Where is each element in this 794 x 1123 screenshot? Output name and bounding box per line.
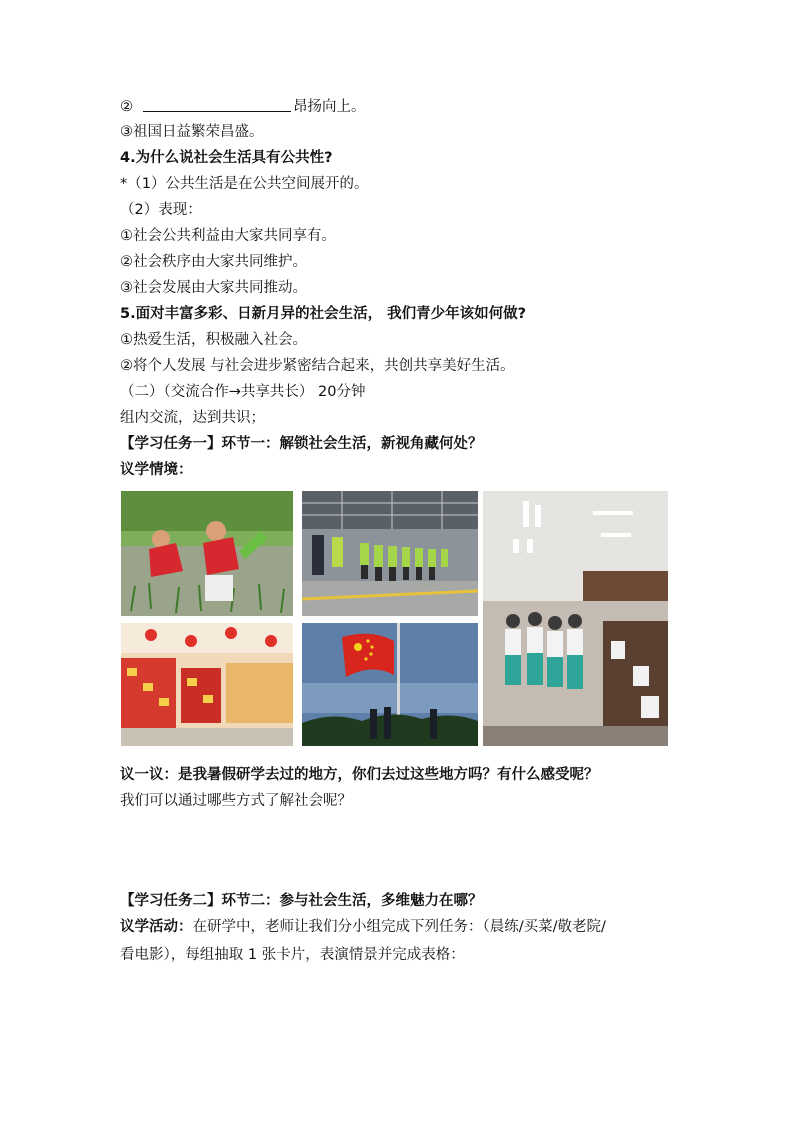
answer-4-2-b: ②社会秩序由大家共同维护。 <box>120 254 307 270</box>
discuss-prompt: 议一议：是我暑假研学去过的地方，你们去过这些地方吗？有什么感受呢？ <box>120 767 599 783</box>
question-5: 5.面对丰富多彩、日新月异的社会生活， 我们青少年该如何做? <box>120 306 527 322</box>
activity-line-2: 看电影），每组抽取 1 张卡片，表演情景并完成表格： <box>120 947 465 963</box>
answer-line-2 <box>120 96 366 117</box>
bullet-2: ② <box>120 99 133 115</box>
group-discussion: 组内交流，达到共识； <box>120 410 265 426</box>
answer-5-2: ②将个人发展 与社会进步紧密结合起来，共创共享美好生活。 <box>120 358 515 374</box>
activity-label: 议学活动： <box>120 919 193 935</box>
photo-supermarket <box>121 623 293 746</box>
section-heading: （二）（交流合作→共享共长） 20分钟 <box>120 384 366 400</box>
answer-4-2-c: ③社会发展由大家共同推动。 <box>120 280 307 296</box>
fill-in-blank[interactable] <box>143 96 291 112</box>
answer-4-1: *（1）公共生活是在公共空间展开的。 <box>120 176 369 192</box>
photo-flag-raising <box>302 623 478 746</box>
photo-factory-visit <box>302 491 478 616</box>
photo-rice-planting <box>121 491 293 616</box>
photo-museum-visit <box>483 491 668 746</box>
answer-4-2: （2）表现： <box>120 202 202 218</box>
scene-label: 议学情境： <box>120 462 193 478</box>
answer-text: 昂扬向上。 <box>293 99 366 115</box>
answer-4-2-a: ①社会公共利益由大家共同享有。 <box>120 228 336 244</box>
discuss-prompt-2: 我们可以通过哪些方式了解社会呢？ <box>120 793 352 809</box>
answer-5-1: ①热爱生活，积极融入社会。 <box>120 332 307 348</box>
question-4: 4.为什么说社会生活具有公共性? <box>120 150 333 166</box>
task-1-heading: 【学习任务一】环节一：解锁社会生活，新视角藏何处？ <box>120 436 483 452</box>
activity-line-1 <box>120 917 606 937</box>
activity-text: 在研学中，老师让我们分小组完成下列任务：（晨练/买菜/敬老院/ <box>192 919 606 935</box>
task-2-heading: 【学习任务二】环节二：参与社会生活，多维魅力在哪？ <box>120 893 483 909</box>
answer-line-3: ③祖国日益繁荣昌盛。 <box>120 124 264 140</box>
